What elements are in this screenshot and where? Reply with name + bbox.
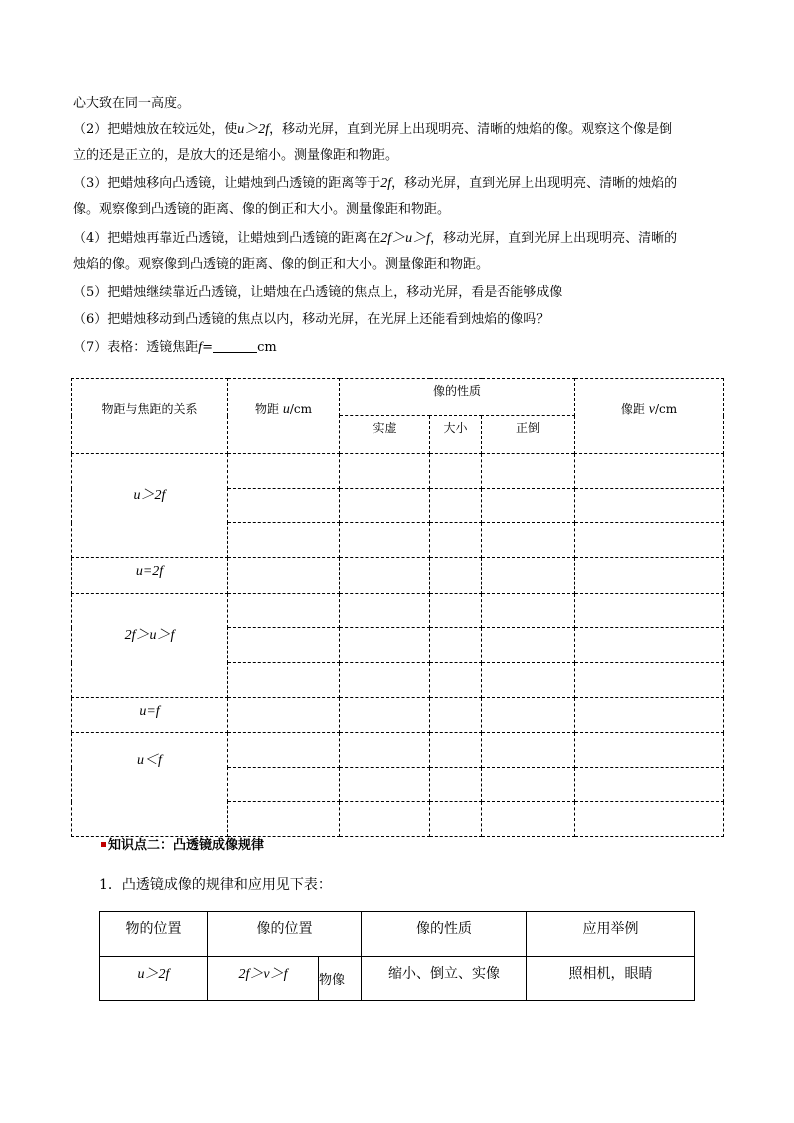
relation-cell: 2f＞u＞f xyxy=(72,594,228,698)
step-5-paragraph: （5）把蜡烛继续靠近凸透镜，让蜡烛在凸透镜的焦点上，移动光屏，看是否能够成像 xyxy=(73,285,563,300)
step-6-paragraph: （6）把蜡烛移动到凸透镜的焦点以内，移动光屏，在光屏上还能看到烛焰的像吗？ xyxy=(73,312,550,327)
table-cell[interactable] xyxy=(228,663,340,698)
step-2-paragraph: （2）把蜡烛放在较远处，使u＞2f，移动光屏，直到光屏上出现明亮、清晰的烛焰的像。观察这个像是倒 立的还是正立的，是放大的还是缩小。测量像距和物距。 xyxy=(73,122,673,163)
table-cell[interactable] xyxy=(340,594,430,628)
step-4-paragraph: （4）把蜡烛再靠近凸透镜，让蜡烛到凸透镜的距离在2f＞u＞f，移动光屏，直到光屏上出现明亮、清晰的 烛焰的像。观察像到凸透镜的距离、像的倒正和大小。测量像距和物距。 xyxy=(73,231,678,272)
table-cell[interactable] xyxy=(430,698,482,733)
table-row xyxy=(72,558,724,594)
relation-cell: u＞2f xyxy=(72,454,228,558)
table-cell[interactable] xyxy=(430,663,482,698)
table-cell[interactable] xyxy=(430,628,482,663)
table-cell[interactable] xyxy=(340,489,430,523)
section-intro: 1．凸透镜成像的规律和应用见下表： xyxy=(99,877,332,893)
table-cell[interactable] xyxy=(430,768,482,802)
table-cell[interactable] xyxy=(482,802,575,837)
table-cell[interactable] xyxy=(575,489,724,523)
header-orientation: 正倒 xyxy=(482,416,575,454)
table-cell[interactable] xyxy=(575,768,724,802)
table-cell[interactable] xyxy=(482,628,575,663)
table-cell[interactable] xyxy=(228,733,340,768)
table-cell[interactable] xyxy=(430,558,482,594)
object-position-cell: u＞2f xyxy=(100,957,208,1001)
header-real-virtual: 实虚 xyxy=(340,416,430,454)
table-cell[interactable] xyxy=(340,628,430,663)
header-object-distance: 物距 u/cm xyxy=(228,379,340,454)
side-label-cell: 物像 xyxy=(319,957,362,1001)
table-cell[interactable] xyxy=(228,489,340,523)
table-cell[interactable] xyxy=(482,489,575,523)
image-nature-cell: 缩小、倒立、实像 xyxy=(362,957,527,1001)
table-cell[interactable] xyxy=(482,558,575,594)
header-size: 大小 xyxy=(430,416,482,454)
table-cell[interactable] xyxy=(430,523,482,558)
table-cell[interactable] xyxy=(482,733,575,768)
table-cell[interactable] xyxy=(430,454,482,489)
table-cell[interactable] xyxy=(228,594,340,628)
table-cell[interactable] xyxy=(340,768,430,802)
table-cell[interactable] xyxy=(482,594,575,628)
table-cell[interactable] xyxy=(430,733,482,768)
table-cell[interactable] xyxy=(228,768,340,802)
table-cell[interactable] xyxy=(482,768,575,802)
table-cell[interactable] xyxy=(482,523,575,558)
table-cell[interactable] xyxy=(228,802,340,837)
paragraph-continuation: 心大致在同一高度。 xyxy=(73,96,191,111)
table-cell[interactable] xyxy=(340,523,430,558)
table-cell[interactable] xyxy=(430,489,482,523)
table-cell[interactable] xyxy=(575,628,724,663)
step-3-paragraph: （3）把蜡烛移向凸透镜，让蜡烛到凸透镜的距离等于2f，移动光屏，直到光屏上出现明亮、清晰的烛焰的 像。观察像到凸透镜的距离、像的倒正和大小。测量像距和物距。 xyxy=(73,176,678,217)
header-image-distance: 像距 v/cm xyxy=(575,379,724,454)
relation-cell: u=f xyxy=(72,698,228,733)
table-row xyxy=(72,454,724,489)
image-position-cell: 2f＞v＞f xyxy=(208,957,319,1001)
table-cell[interactable] xyxy=(575,698,724,733)
application-cell: 照相机，眼睛 xyxy=(527,957,695,1001)
table-row xyxy=(72,594,724,628)
table-cell[interactable] xyxy=(340,802,430,837)
table-cell[interactable] xyxy=(575,558,724,594)
table-cell[interactable] xyxy=(575,523,724,558)
table-cell[interactable] xyxy=(340,558,430,594)
table-cell[interactable] xyxy=(575,733,724,768)
table-cell[interactable] xyxy=(228,523,340,558)
table-cell[interactable] xyxy=(430,594,482,628)
table-cell[interactable] xyxy=(482,454,575,489)
header-image-nature: 像的性质 xyxy=(340,379,575,416)
header-image-position: 像的位置 xyxy=(208,912,362,957)
table-cell[interactable] xyxy=(340,663,430,698)
table-row xyxy=(72,698,724,733)
table-cell[interactable] xyxy=(340,733,430,768)
table-cell[interactable] xyxy=(340,454,430,489)
relation-cell: u＜f xyxy=(72,733,228,837)
table-cell[interactable] xyxy=(575,802,724,837)
table-cell[interactable] xyxy=(482,698,575,733)
table-row xyxy=(72,733,724,768)
focal-length-blank[interactable] xyxy=(213,337,257,353)
header-relation: 物距与焦距的关系 xyxy=(72,379,228,454)
header-image-nature: 像的性质 xyxy=(362,912,527,957)
table-cell[interactable] xyxy=(575,663,724,698)
header-application: 应用举例 xyxy=(527,912,695,957)
table-cell[interactable] xyxy=(575,454,724,489)
table-cell[interactable] xyxy=(430,802,482,837)
section-heading: 知识点二：凸透镜成像规律 xyxy=(101,836,264,856)
table-cell[interactable] xyxy=(228,698,340,733)
experiment-table xyxy=(71,378,724,837)
table-cell[interactable] xyxy=(340,698,430,733)
relation-cell: u=2f xyxy=(72,558,228,594)
step-7-paragraph: （7）表格：透镜焦距f= cm xyxy=(73,335,733,361)
table-cell[interactable] xyxy=(228,628,340,663)
table-cell[interactable] xyxy=(575,594,724,628)
table-cell[interactable] xyxy=(228,558,340,594)
table-cell[interactable] xyxy=(482,663,575,698)
header-object-position: 物的位置 xyxy=(100,912,208,957)
table-cell[interactable] xyxy=(228,454,340,489)
bullet-square-icon xyxy=(101,842,106,847)
table-row xyxy=(100,957,695,1001)
imaging-rules-table xyxy=(99,911,695,1001)
